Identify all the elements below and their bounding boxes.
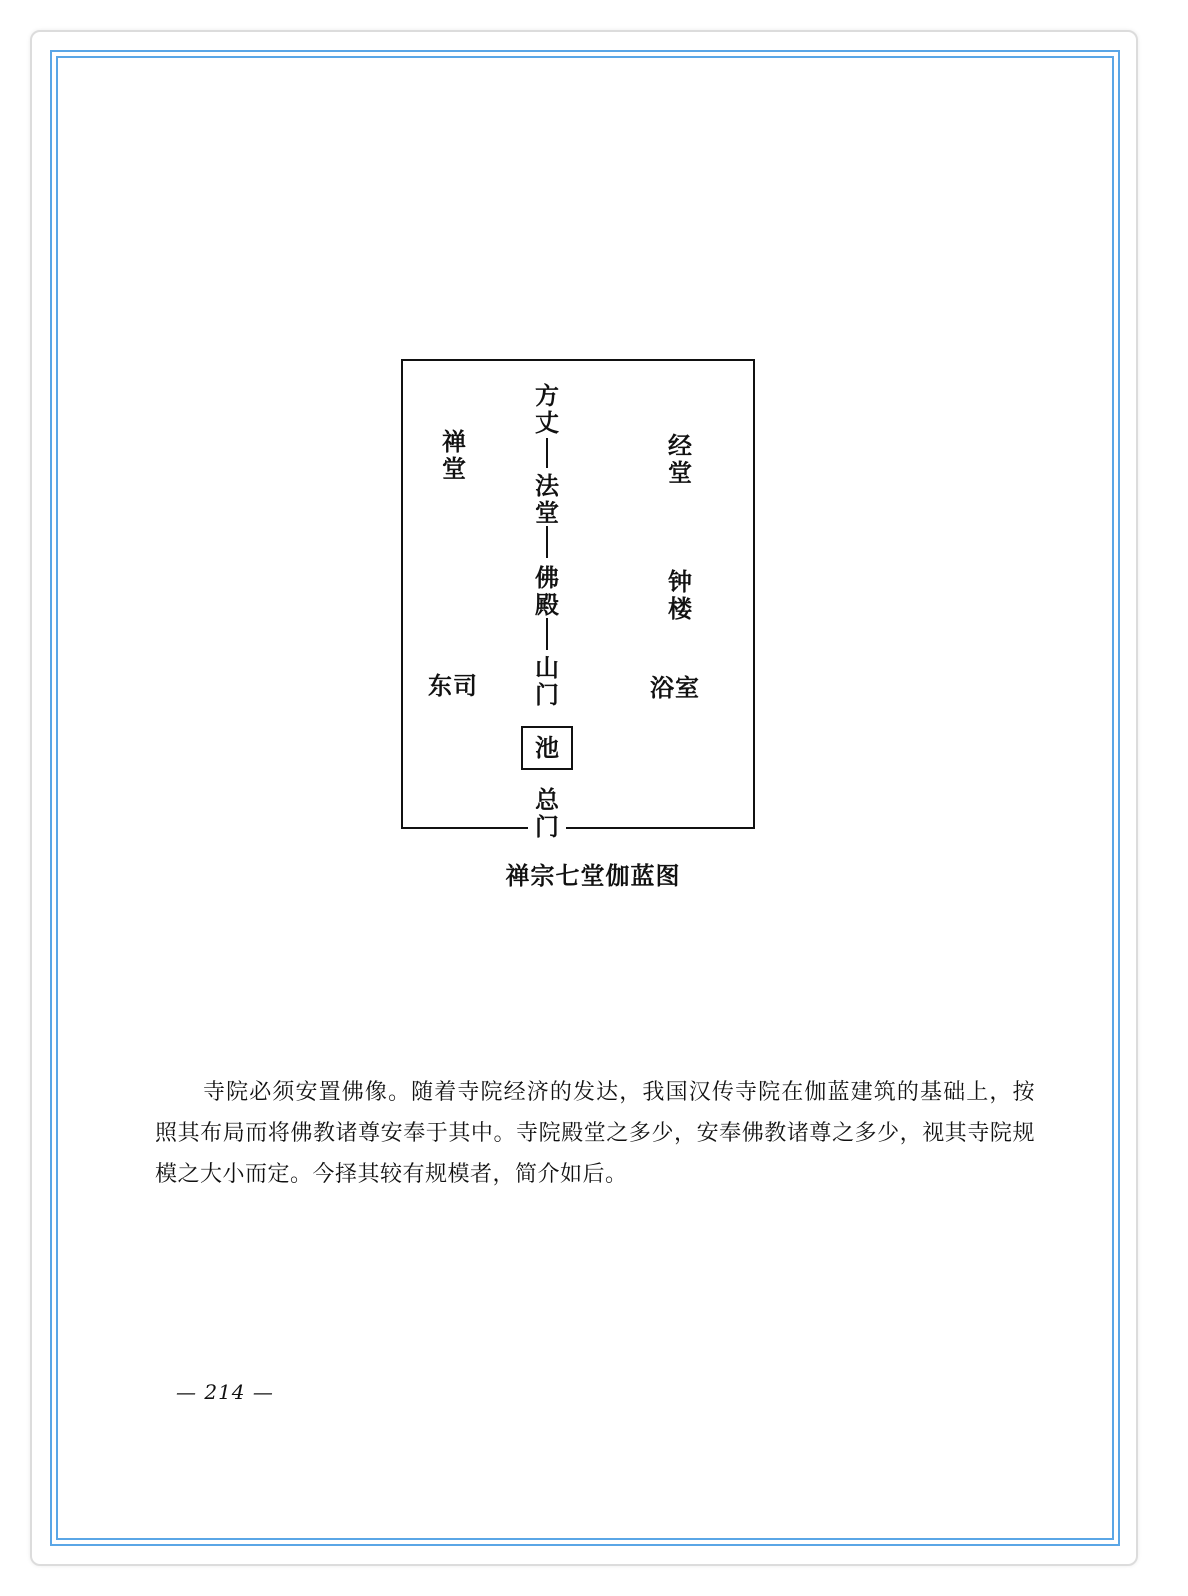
node-shanmen: 山门 <box>535 653 559 709</box>
node-fodian: 佛殿 <box>535 563 559 619</box>
node-zhonglou: 钟楼 <box>668 567 692 623</box>
node-jingtang: 经堂 <box>668 431 692 487</box>
figure-caption: 禅宗七堂伽蓝图 <box>505 861 681 890</box>
node-fatang: 法堂 <box>535 471 559 527</box>
node-chantang: 禅堂 <box>442 427 466 483</box>
page-number: — 214 — <box>176 1380 274 1404</box>
node-fangzhang: 方丈 <box>535 381 559 437</box>
temple-layout-diagram <box>400 358 756 841</box>
body-paragraph: 寺院必须安置佛像。随着寺院经济的发达，我国汉传寺院在伽蓝建筑的基础上，按照其布局而将佛教诸尊安奉于其中。寺院殿堂之多少，安奉佛教诸尊之多少，视其寺院规模之大小而定。今择其较有规模者，简介如后。 <box>155 1080 1035 1187</box>
node-yushi: 浴室 <box>650 673 700 702</box>
node-dongsi: 东司 <box>428 671 478 700</box>
node-chi: 池 <box>521 726 573 770</box>
node-zongmen: 总门 <box>531 786 563 840</box>
